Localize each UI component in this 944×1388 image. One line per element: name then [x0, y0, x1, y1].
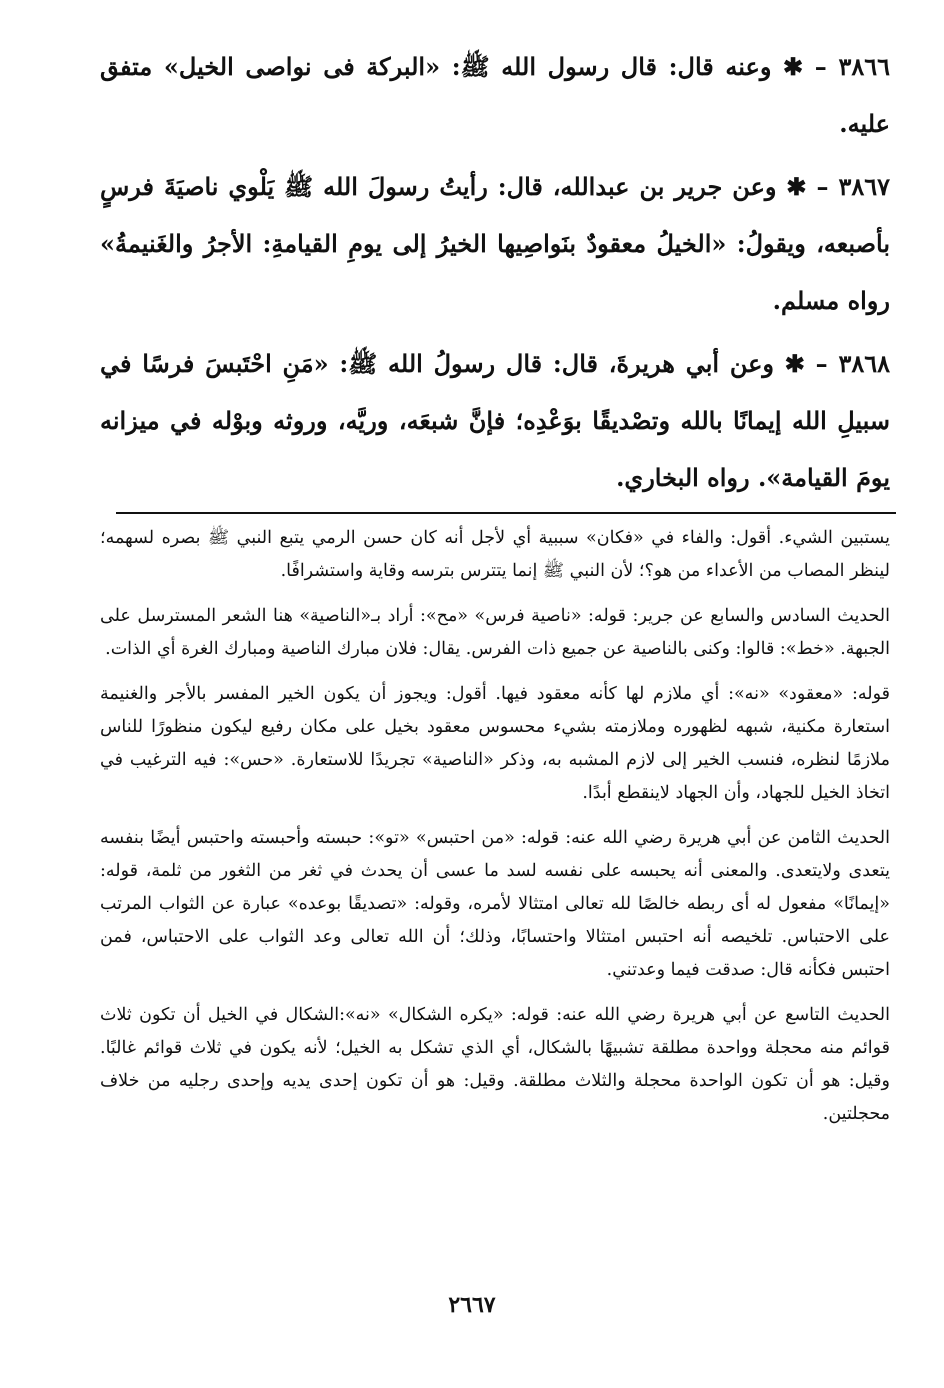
hadith-text: – ✱ وعنه قال: قال رسول الله ﷺ: «البركة فى نواصى الخيل» متفق عليه.	[100, 52, 890, 138]
hadith-text: – ✱ وعن جرير بن عبدالله، قال: رأيتُ رسولَ الله ﷺ يَلْوي ناصيَةَ فرسٍ بأصبعه، ويقولُ: «الخيلُ معقودٌ بنَواصِيها الخيرُ إلى يومِ القيامةِ: الأجرُ والغَنيمةُ» رواه مسلم.	[100, 172, 890, 315]
hadith-number: ٣٨٦٦	[838, 52, 890, 81]
commentary-paragraph: قوله: «معقود» «نه»: أي ملازم لها كأنه معقود فيها. أقول: ويجوز أن يكون الخير المفسر بالأجر والغنيمة استعارة مكنية، شبهه لظهوره وملازمته بشيء محسوس معقود بخيل على مكان رفيع ليكون منظورًا للناس ملازمًا لنظره، فنسب الخير إلى لازم المشبه به، وذكر «الناصية» تجريدًا للاستعارة. «حس»: فيه الترغيب في اتخاذ الخيل للجهاد، وأن الجهاد لاينقطع أبدًا.	[100, 684, 890, 803]
hadith-3867	[100, 158, 890, 329]
footnote-divider	[116, 512, 896, 514]
page-number: ٢٦٦٧	[448, 1292, 496, 1318]
hadith-text: – ✱ وعن أبي هريرةَ، قال: قال رسولُ الله ﷺ: «مَنِ احْتَبسَ فرسًا في سبيلِ الله إيمانًا بالله وتصْديقًا بوَعْدِه؛ فإنَّ شبعَه، وريَّه، وروثه وبوْله في ميزانه يومَ القيامة». رواه البخاري.	[100, 349, 890, 492]
commentary-paragraph: الحديث السادس والسابع عن جرير: قوله: «ناصية فرس» «مح»: أراد بـ«الناصية» هنا الشعر المسترسل على الجبهة. «خط»: قالوا: وكنى بالناصية عن جميع ذات الفرس. يقال: فلان مبارك الناصية ومبارك الغرة أي الذات.	[100, 606, 890, 659]
hadith-3866	[100, 38, 890, 152]
hadith-number: ٣٨٦٧	[838, 172, 890, 201]
hadith-number: ٣٨٦٨	[838, 349, 890, 378]
page-content	[100, 38, 890, 1143]
commentary-paragraph: يستبين الشيء. أقول: والفاء في «فكان» سببية أي لأجل أنه كان حسن الرمي يتبع النبي ﷺ بصره لسهمه؛ لينظر المصاب من الأعداء من هو؟؛ لأن النبي ﷺ إنما يتترس بترسه وقاية واستشرافًا.	[100, 528, 890, 581]
hadith-3868	[100, 335, 890, 506]
commentary-paragraph: الحديث التاسع عن أبي هريرة رضي الله عنه: قوله: «يكره الشكال» «نه»:الشكال في الخيل أن تكون ثلاث قوائم منه محجلة وواحدة مطلقة تشبيهًا بالشكال، أي الذي تشكل به الخيل؛ لأنه يكون في ثلاث قوائم غالبًا. وقيل: هو أن تكون الواحدة محجلة والثلاث مطلقة. وقيل: هو أن تكون إحدى يديه وإحدى رجليه من خلاف محجلتين.	[100, 1005, 890, 1124]
commentary-paragraph: الحديث الثامن عن أبي هريرة رضي الله عنه: قوله: «من احتبس» «تو»: حبسته وأحبسته واحتبس أيضًا بنفسه يتعدى ولايتعدى. والمعنى أنه يحبسه على نفسه لسد ما عسى أن يحدث في ثغر من الثغور من ثلمة، قوله: «إيمانًا» مفعول له أى ربطه خالصًا لله تعالى امتثالا لأمره، وقوله: «تصديقًا بوعده» عبارة عن الثواب المرتب على الاحتباس. تلخيصه أنه احتبس امتثالا واحتسابًا، وذلك؛ أن الله تعالى وعد الثواب على الاحتباس، فمن احتبس فكأنه قال: صدقت فيما وعدتني.	[100, 828, 890, 980]
